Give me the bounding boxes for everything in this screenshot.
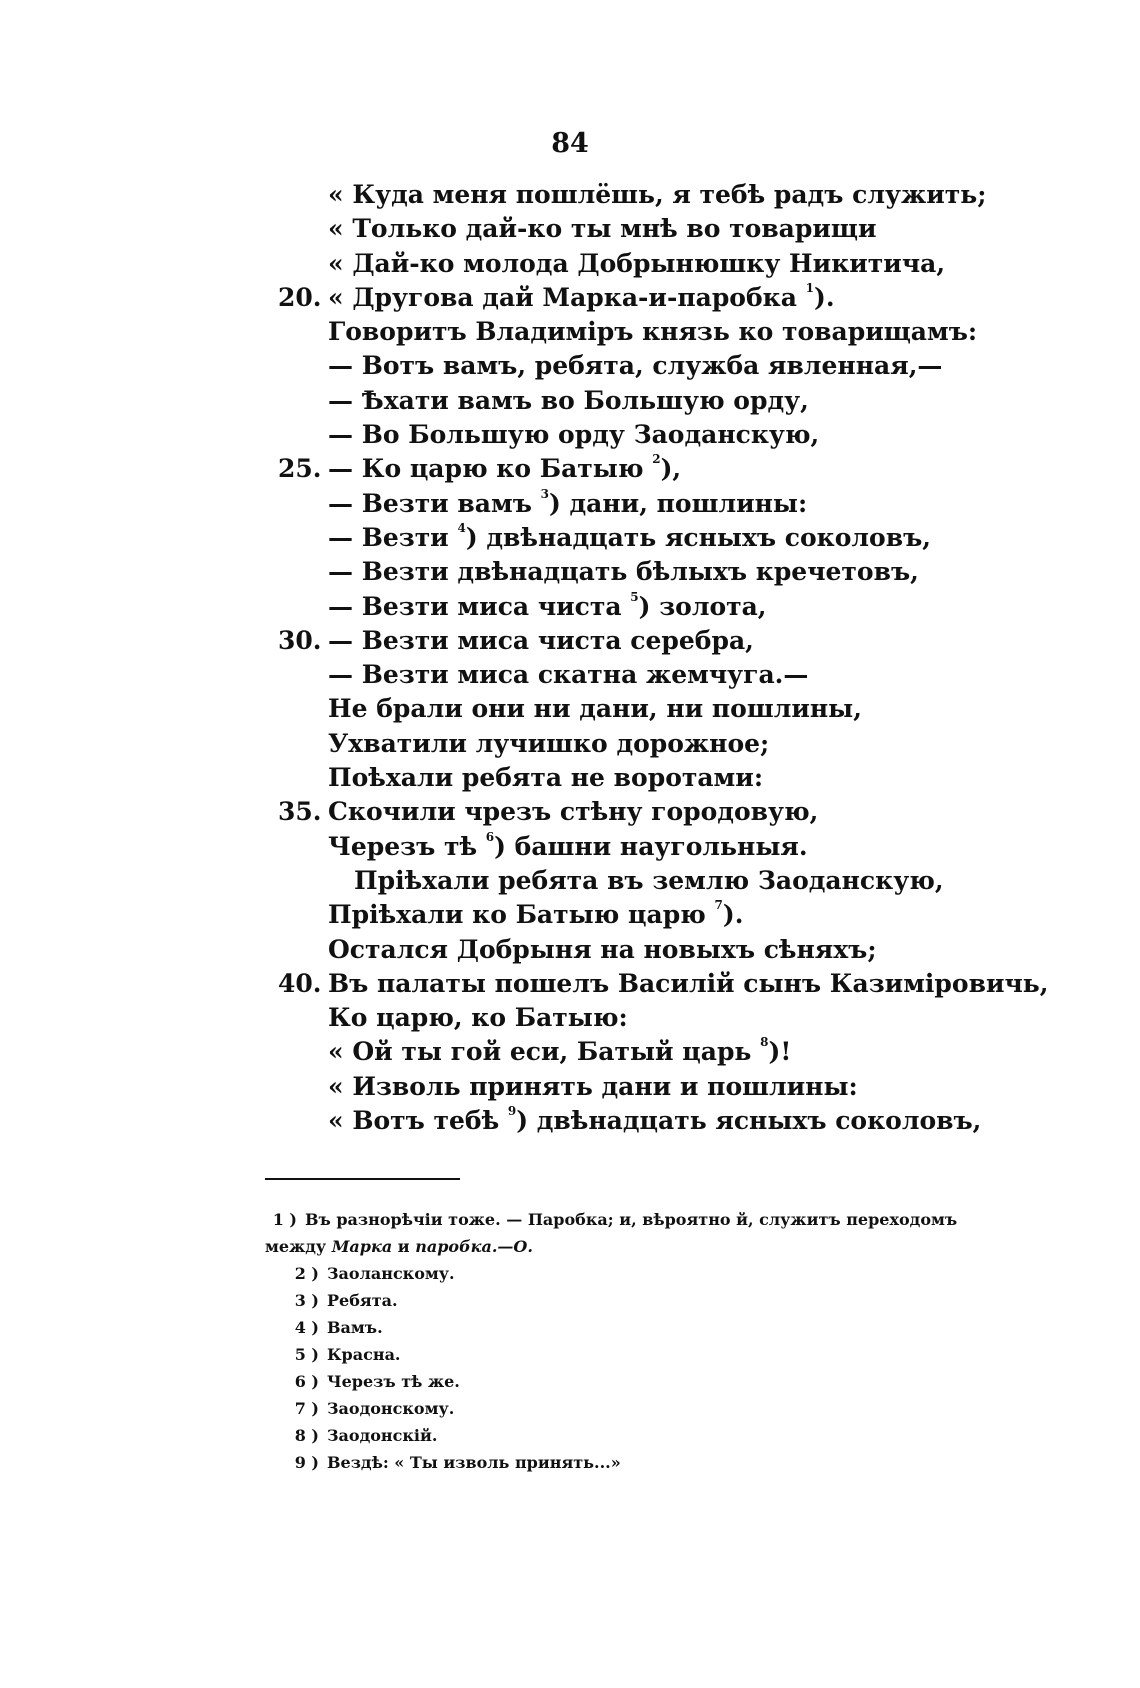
verse-line: [0, 898, 1140, 932]
verse-text-main: Скочили чрезъ стѣну городовую,: [328, 797, 819, 827]
verse-text: [328, 281, 835, 315]
verse-text-main: — Везти миса скатна жемчуга.—: [328, 660, 809, 690]
verse-text-main: Черезъ тѣ: [328, 831, 478, 861]
verse-text-after: )!: [768, 1037, 792, 1067]
verse-text-main: « Вотъ тебѣ: [328, 1106, 500, 1136]
footnote-marker: 8 ): [294, 1426, 319, 1445]
footnote-reference: 1: [805, 280, 814, 295]
footnote-reference: 7: [714, 898, 723, 913]
verse-text-after: ) двѣнадцать ясныхъ соколовъ,: [516, 1106, 982, 1136]
verse-text: [328, 418, 819, 452]
verse-line: [0, 692, 1140, 726]
verse-text: [354, 864, 944, 898]
verse-list: [0, 178, 1140, 1138]
verse-line: [0, 1070, 1140, 1104]
verse-text-after: ).: [813, 282, 835, 312]
verse-line: [0, 521, 1140, 555]
footnote-item: [265, 1395, 1025, 1422]
verse-text-after: ) золота,: [638, 591, 767, 621]
verse-line: [0, 247, 1140, 281]
verse-number: 35.: [278, 797, 322, 827]
footnote-text: Вездѣ: « Ты изволь принять...»: [327, 1453, 621, 1472]
verse-text: [328, 590, 767, 624]
verse-text: [328, 212, 877, 246]
verse-text-main: « Ой ты гой еси, Батый царь: [328, 1037, 752, 1067]
verse-text-main: — Ѣхати вамъ во Большую орду,: [328, 385, 809, 415]
verse-text-main: — Везти миса чиста серебра,: [328, 625, 754, 655]
verse-text-main: — Везти вамъ: [328, 488, 532, 518]
footnote-text: Заодонскому.: [327, 1399, 455, 1418]
footnote-text: Вамъ.: [327, 1318, 383, 1337]
footnote-marker: 5 ): [294, 1345, 319, 1364]
verse-text: [328, 315, 977, 349]
footnote-marker: 2 ): [294, 1264, 319, 1283]
verse-text: [328, 247, 945, 281]
verse-text-main: — Везти двѣнадцать бѣлыхъ кречетовъ,: [328, 557, 919, 587]
verse-text-after: ).: [722, 900, 744, 930]
verse-text: [328, 1070, 858, 1104]
verse-text-main: Въ палаты пошелъ Василій сынъ Казиміровичь,: [328, 968, 1049, 998]
verse-text-main: « Дай-ко молода Добрынюшку Никитича,: [328, 248, 946, 278]
verse-text-after: ) дани, пошлины:: [548, 488, 808, 518]
verse-text: [328, 898, 743, 932]
verse-line: [0, 933, 1140, 967]
footnote-item: [265, 1341, 1025, 1368]
footnote-item: [265, 1368, 1025, 1395]
verse-text: [328, 761, 763, 795]
verse-line: [0, 864, 1140, 898]
verse-line: [0, 452, 1140, 486]
verse-line: [0, 212, 1140, 246]
footnote-marker: 4 ): [294, 1318, 319, 1337]
verse-text-main: « Другова дай Марка-и-паробка: [328, 282, 797, 312]
verse-line: [0, 1104, 1140, 1138]
verse-text-main: « Изволь принять дани и пошлины:: [328, 1071, 858, 1101]
verse-line: [0, 384, 1140, 418]
verse-text-main: Говоритъ Владиміръ князь ко товарищамъ:: [328, 317, 978, 347]
footnotes: [265, 1206, 1025, 1476]
verse-text-main: Ко царю, ко Батыю:: [328, 1003, 628, 1033]
footnote-text: между: [265, 1237, 332, 1256]
footnote-reference: 9: [507, 1104, 517, 1119]
footnote-reference: 8: [760, 1035, 769, 1050]
verse-text: [328, 727, 769, 761]
verse-text-main: — Вотъ вамъ, ребята, служба явленная,—: [328, 351, 943, 381]
verse-text: [328, 967, 1048, 1001]
verse-line: [0, 555, 1140, 589]
verse-line: [0, 590, 1140, 624]
verse-line: [0, 178, 1140, 212]
verse-line: [0, 967, 1140, 1001]
verse-line: [0, 761, 1140, 795]
verse-text: [328, 1104, 981, 1138]
verse-text: [328, 487, 807, 521]
verse-text: [328, 384, 809, 418]
verse-text-main: — Ко царю ко Батыю: [328, 454, 644, 484]
verse-line: [0, 1001, 1140, 1035]
footnote-text: и: [392, 1237, 416, 1256]
footnote-1: [265, 1206, 1025, 1233]
footnote-marker: 6 ): [294, 1372, 319, 1391]
footnote-reference: 5: [630, 589, 639, 604]
footnote-marker: 1 ): [272, 1210, 297, 1229]
footnote-text: Заодонскій.: [327, 1426, 438, 1445]
verse-line: [0, 418, 1140, 452]
verse-line: [0, 658, 1140, 692]
footnote-item: [265, 1260, 1025, 1287]
footnote-item: [265, 1422, 1025, 1449]
verse-number: 25.: [278, 454, 322, 484]
verse-text-after: ),: [660, 454, 682, 484]
verse-text-main: Пріѣхали ребята въ землю Заоданскую,: [354, 865, 944, 895]
footnote-list: [265, 1260, 1025, 1476]
verse-line: [0, 487, 1140, 521]
verse-text-main: Поѣхали ребята не воротами:: [328, 763, 764, 793]
footnote-text: Въ разнорѣчіи тоже. — Паробка; и, вѣроятно й, служитъ переходомъ: [305, 1210, 958, 1229]
footnote-italic-term: паробка.—О.: [415, 1237, 533, 1256]
footnote-marker: 7 ): [294, 1399, 319, 1418]
verse-text-after: ) башни наугольныя.: [494, 831, 808, 861]
footnote-text: Черезъ тѣ же.: [327, 1372, 460, 1391]
verse-number: 40.: [278, 968, 322, 998]
verse-line: [0, 795, 1140, 829]
verse-text-main: Остался Добрыня на новыхъ сѣняхъ;: [328, 934, 877, 964]
verse-text: [328, 349, 942, 383]
verse-text-main: Ухватили лучишко дорожное;: [328, 728, 770, 758]
verse-text: [328, 555, 919, 589]
footnote-item: [265, 1314, 1025, 1341]
verse-text: [328, 830, 808, 864]
footnote-text: Заоланскому.: [327, 1264, 455, 1283]
verse-line: [0, 830, 1140, 864]
footnote-item: [265, 1287, 1025, 1314]
verse-text-main: Не брали они ни дани, ни пошлины,: [328, 694, 862, 724]
footnote-divider: [265, 1178, 460, 1180]
footnote-reference: 6: [485, 829, 495, 844]
footnote-marker: 9 ): [294, 1453, 319, 1472]
footnote-1-continuation: [265, 1233, 1025, 1260]
verse-line: [0, 624, 1140, 658]
footnote-reference: 2: [652, 452, 661, 467]
verse-number: 30.: [278, 625, 322, 655]
verse-text: [328, 452, 681, 486]
verse-text-main: « Только дай-ко ты мнѣ во товарищи: [328, 214, 877, 244]
verse-text: [328, 1035, 791, 1069]
verse-line: [0, 727, 1140, 761]
footnote-reference: 3: [540, 486, 549, 501]
verse-line: [0, 315, 1140, 349]
verse-line: [0, 1035, 1140, 1069]
verse-text-main: — Везти: [328, 522, 449, 552]
verse-text: [328, 178, 986, 212]
footnote-italic-term: Марка: [331, 1237, 393, 1256]
verse-text-after: ) двѣнадцать ясныхъ соколовъ,: [465, 522, 931, 552]
footnote-text: Ребята.: [327, 1291, 398, 1310]
verse-text: [328, 658, 808, 692]
verse-number: 20.: [278, 282, 322, 312]
footnote-item: [265, 1449, 1025, 1476]
footnote-text: Красна.: [327, 1345, 401, 1364]
footnote-marker: 3 ): [294, 1291, 319, 1310]
verse-text-main: Пріѣхали ко Батыю царю: [328, 900, 706, 930]
verse-text: [328, 933, 877, 967]
verse-text: [328, 1001, 628, 1035]
verse-line: [0, 281, 1140, 315]
page-number: 84: [551, 128, 589, 159]
verse-text: [328, 521, 931, 555]
verse-text: [328, 692, 862, 726]
verse-line: [0, 349, 1140, 383]
verse-text: [328, 624, 754, 658]
verse-text: [328, 795, 818, 829]
verse-text-main: « Куда меня пошлёшь, я тебѣ радъ служить;: [328, 180, 987, 209]
verse-text-main: — Во Большую орду Заоданскую,: [328, 420, 820, 450]
verse-text-main: — Везти миса чиста: [328, 591, 622, 621]
footnote-reference: 4: [457, 520, 466, 535]
